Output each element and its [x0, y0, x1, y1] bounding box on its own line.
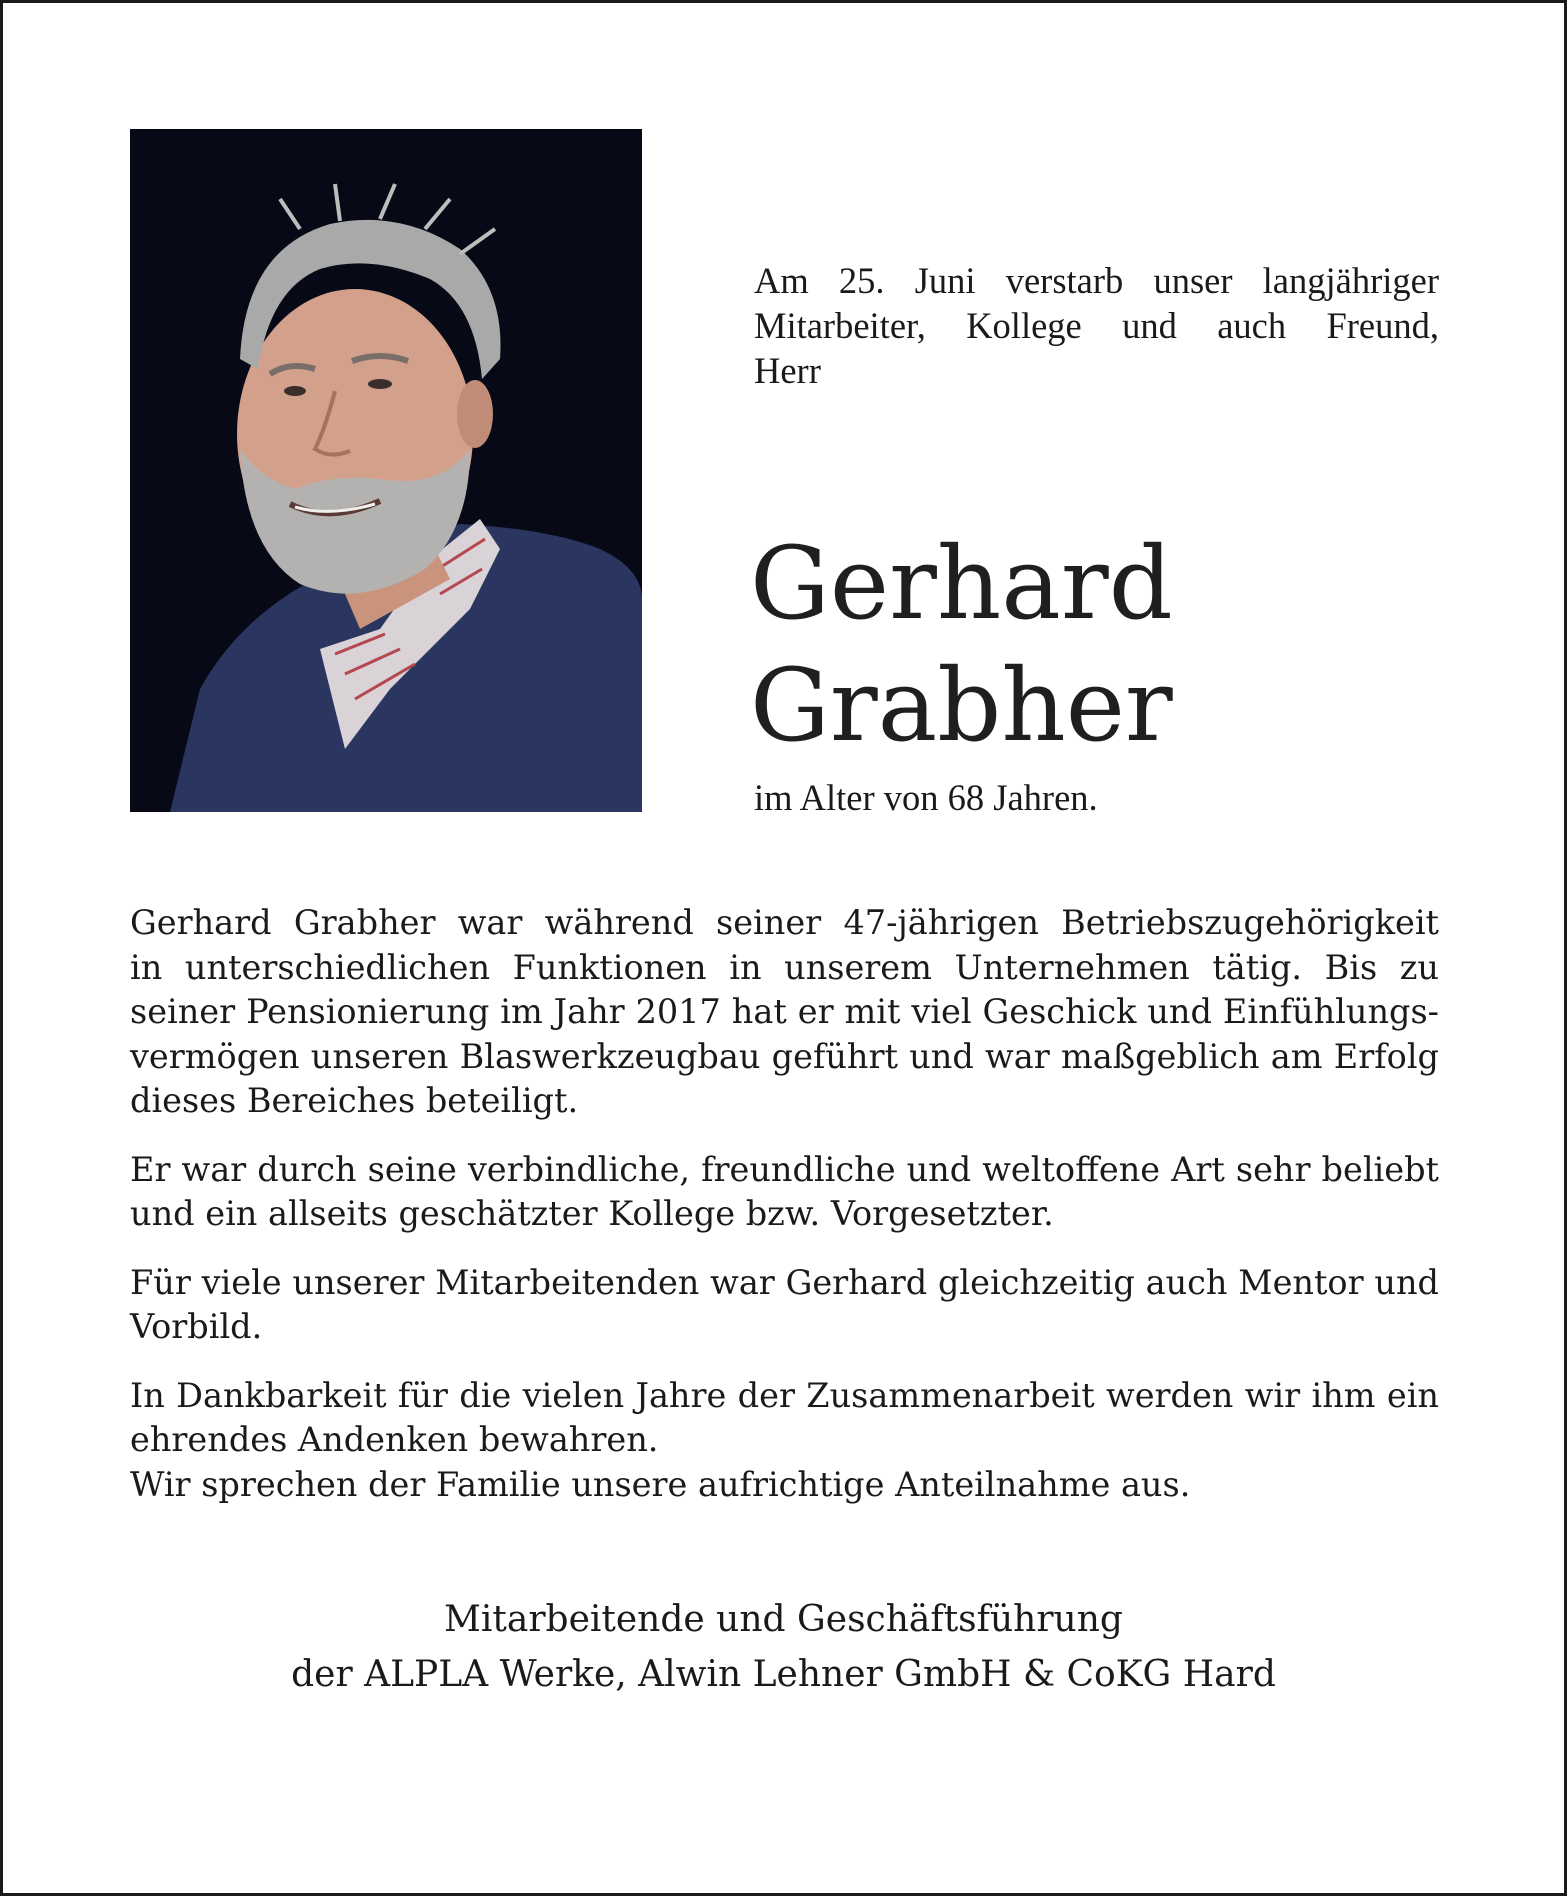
body-line: Gerhard Grabher war während seiner 47-jährigen Betriebszugehörigkeit [130, 903, 1439, 942]
body-paragraph [130, 1148, 1439, 1237]
intro-line: Am 25. Juni verstarb unser langjähriger [754, 260, 1439, 301]
portrait-photo [130, 129, 642, 812]
intro-text [754, 258, 1439, 393]
body-line: und ein allseits geschätzter Kollege bzw. Vorgesetzter. [130, 1194, 1054, 1233]
first-name: Gerhard [750, 525, 1173, 642]
intro-line: Mitarbeiter, Kollege und auch Freund, [754, 305, 1439, 346]
body-line: Wir sprechen der Familie unsere aufrichtige Anteilnahme aus. [130, 1464, 1191, 1504]
body-line: vermögen unseren Blaswerkzeugbau geführt und war maßgeblich am Erfolg [130, 1036, 1439, 1076]
age-line: im Alter von 68 Jahren. [754, 777, 1098, 818]
body-line: dieses Bereiches beteiligt. [130, 1081, 579, 1120]
body-line: In Dankbarkeit für die vielen Jahre der Zusammenarbeit werden wir ihm ein [130, 1375, 1439, 1415]
body-paragraph [130, 1261, 1439, 1350]
signature-line: der ALPLA Werke, Alwin Lehner GmbH & CoKG Hard [291, 1654, 1276, 1695]
body-line: in unterschiedlichen Funktionen in unserem Unternehmen tätig. Bis zu [130, 947, 1439, 987]
signature-block [0, 1592, 1567, 1702]
body-line: ehrendes Andenken bewahren. [130, 1420, 659, 1459]
portrait-illustration [130, 129, 642, 812]
body-line: Er war durch seine verbindliche, freundliche und weltoffene Art sehr beliebt [130, 1149, 1439, 1189]
body-text [130, 901, 1439, 1531]
deceased-name [750, 523, 1173, 767]
body-paragraph [130, 901, 1439, 1124]
last-name: Grabher [750, 647, 1173, 764]
body-line: Vorbild. [130, 1307, 263, 1346]
body-line: Für viele unserer Mitarbeitenden war Gerhard gleichzeitig auch Mentor und [130, 1262, 1439, 1302]
intro-line: Herr [754, 350, 821, 391]
signature-line: Mitarbeitende und Geschäftsführung [444, 1599, 1123, 1640]
body-paragraph [130, 1374, 1439, 1508]
body-line: seiner Pensionierung im Jahr 2017 hat er mit viel Geschick und Einfühlungs- [130, 992, 1439, 1031]
